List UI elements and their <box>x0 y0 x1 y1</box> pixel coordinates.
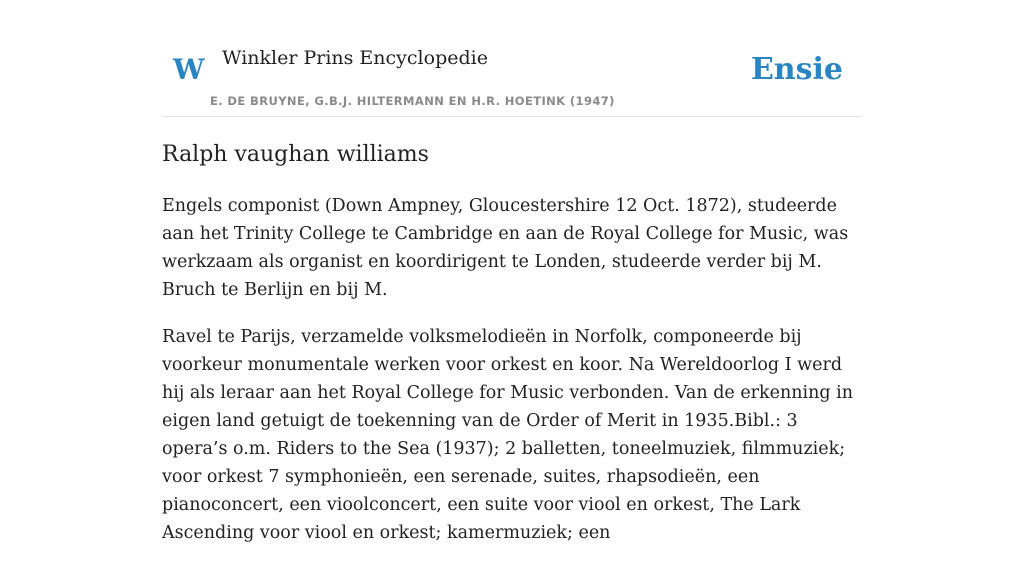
article-body <box>162 192 862 566</box>
publication-authors: E. DE BRUYNE, G.B.J. HILTERMANN EN H.R. HOETINK (1947) <box>210 94 615 108</box>
publication-title[interactable]: Winkler Prins Encyclopedie <box>222 47 488 69</box>
article-paragraph: Ravel te Parijs, verzamelde volksmelodieën in Norfolk, componeerde bij voorkeur monumentale werken voor orkest en koor. Na Wereldoorlog I werd hij als leraar aan het Royal College for Music verbonden. Van de erkenning in eigen land getuigt de toekenning van de Order of Merit in 1935.Bibl.: 3 opera’s o.m. Riders to the Sea (1937); 2 balletten, toneelmuziek, filmmuziek; voor orkest 7 symphonieën, een serenade, suites, rhapsodieën, een pianoconcert, een vioolconcert, een suite voor viool en orkest, The Lark Ascending voor viool en orkest; kamermuziek; een <box>162 327 854 543</box>
header <box>162 40 862 117</box>
article-paragraph: Engels componist (Down Ampney, Gloucestershire 12 Oct. 1872), studeerde aan het Trinity College te Cambridge en aan de Royal College for Music, was werkzaam als organist en koordirigent te Londen, studeerde verder bij M. Bruch te Berlijn en bij M. <box>162 196 849 300</box>
publication-logo[interactable]: W <box>173 53 205 86</box>
article-title: Ralph vaughan williams <box>162 142 429 167</box>
ensie-logo[interactable]: Ensie <box>750 52 843 87</box>
